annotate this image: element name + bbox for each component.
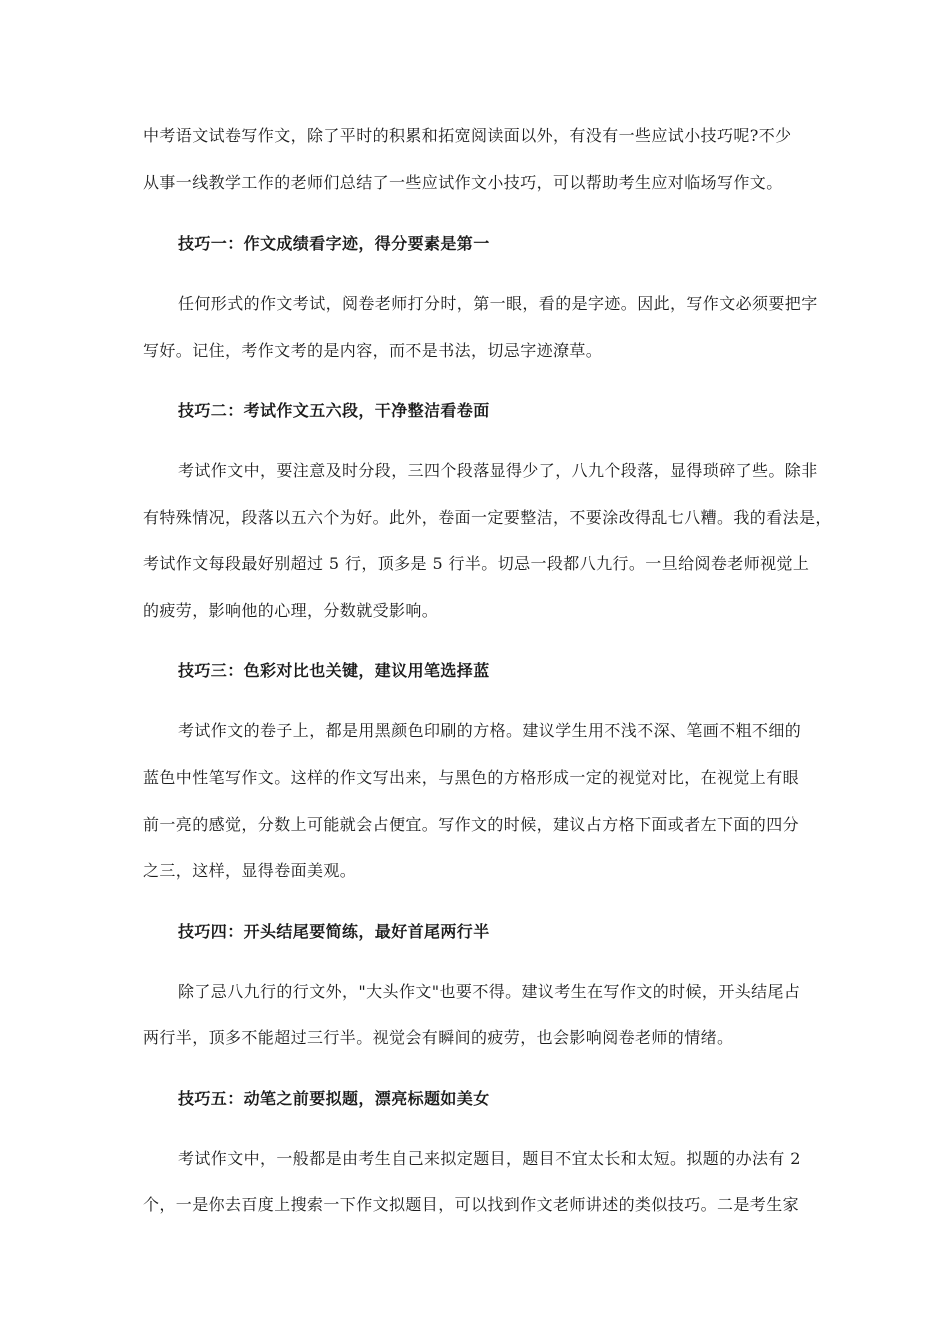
section-1-line-2: 写好。记住，考作文考的是内容，而不是书法，切忌字迹潦草。: [143, 341, 603, 360]
section-3-line-4: 之三，这样，显得卷面美观。: [143, 861, 357, 880]
section-1-line-1: 任何形式的作文考试，阅卷老师打分时，第一眼，看的是字迹。因此，写作文必须要把字: [178, 294, 818, 313]
section-2-line-1: 考试作文中，要注意及时分段，三四个段落显得少了，八九个段落，显得琐碎了些。除非: [178, 461, 818, 480]
section-4-line-1: 除了忌八九行的行文外，"大头作文"也要不得。建议考生在写作文的时候，开头结尾占: [178, 982, 801, 1001]
section-3-line-2: 蓝色中性笔写作文。这样的作文写出来，与黑色的方格形成一定的视觉对比，在视觉上有眼: [143, 768, 800, 787]
section-5-line-1: 考试作文中，一般都是由考生自己来拟定题目，题目不宜太长和太短。拟题的办法有 2: [178, 1149, 801, 1168]
section-heading-4: 技巧四：开头结尾要简练，最好首尾两行半: [178, 922, 490, 941]
section-5-line-2: 个，一是你去百度上搜索一下作文拟题目，可以找到作文老师讲述的类似技巧。二是考生家: [143, 1195, 800, 1214]
intro-line-1: 中考语文试卷写作文，除了平时的积累和拓宽阅读面以外，有没有一些应试小技巧呢?不少: [143, 126, 792, 145]
section-4-line-2: 两行半，顶多不能超过三行半。视觉会有瞬间的疲劳，也会影响阅卷老师的情绪。: [143, 1028, 734, 1047]
section-2-line-2: 有特殊情况，段落以五六个为好。此外，卷面一定要整洁，不要涂改得乱七八糟。我的看法是，: [143, 508, 832, 527]
section-heading-1: 技巧一：作文成绩看字迹，得分要素是第一: [178, 234, 490, 253]
intro-line-2: 从事一线教学工作的老师们总结了一些应试作文小技巧，可以帮助考生应对临场写作文。: [143, 173, 783, 192]
section-3-line-3: 前一亮的感觉，分数上可能就会占便宜。写作文的时候，建议占方格下面或者左下面的四分: [143, 815, 800, 834]
section-2-line-4: 的疲劳，影响他的心理，分数就受影响。: [143, 601, 439, 620]
section-heading-2: 技巧二：考试作文五六段，干净整洁看卷面: [178, 401, 490, 420]
section-3-line-1: 考试作文的卷子上，都是用黑颜色印刷的方格。建议学生用不浅不深、笔画不粗不细的: [178, 721, 802, 740]
section-heading-3: 技巧三：色彩对比也关键，建议用笔选择蓝: [178, 661, 490, 680]
section-2-line-3: 考试作文每段最好别超过 5 行，顶多是 5 行半。切忌一段都八九行。一旦给阅卷老师视觉上: [143, 554, 810, 573]
section-heading-5: 技巧五：动笔之前要拟题，漂亮标题如美女: [178, 1089, 490, 1108]
